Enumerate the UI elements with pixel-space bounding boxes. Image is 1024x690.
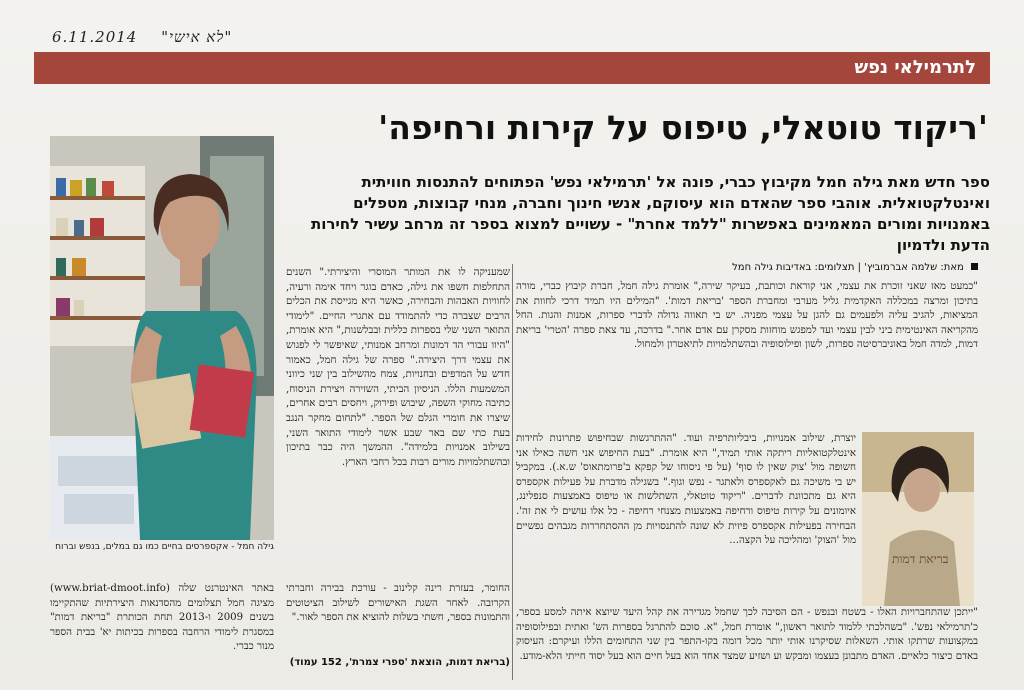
photo-caption: גילה חמל - אקספרסים בחיים כמו גם במלים, בנפש וברוח	[55, 542, 274, 552]
article-column-middle	[286, 266, 510, 580]
book-cover	[862, 432, 974, 606]
article-headline: 'ריקוד טוטאלי, טיפוס על קירות ורחיפה'	[378, 108, 988, 147]
handwritten-date: 6.11.2014	[52, 28, 138, 46]
byline	[512, 262, 978, 273]
book-credit-footnote: (בריאת דמות, הוצאת 'ספרי צמרת', 152 עמוד)	[289, 657, 510, 668]
article-paragraph: "כמעט מאז שאני זוכרת את עצמי, אני קוראת וכותבת, בעיקר שירה," אומרת גילה חמל, חברת קיבוץ כברי, מורה בתיכון ומרצה במכללה האקדמית גליל מערבי ומחברת הספר 'בריאת דמות'. "המילים היו תמיד דרכי לחוות את המציאות, להגיב עליה ולפעמים גם להגן על עצמי מפניה. יש בי תאווה גדולה לדברי ספרות, אמנות והגות. החל מהקריאה האינטימית ביני לבין עצמי ועד למפגש מוחזות מסקרן עם אדם אחר." בדרכה, עד צאת ספרה 'הטרי' בריאת דמות, למדה חמל באוניברסיטה ספרות, לשון ופילוסופיה ובהשתלמויות לתיאטרון ולמחול.	[516, 281, 978, 351]
article-subhead: ספר חדש מאת גילה חמל מקיבוץ כברי, פונה אל 'תרמילאי נפש' הפתוחים להתנסות חוויתית ואינטלקטואלית. אוהבי ספר שהאדם הוא עיסוקם, אנשי חינוך וחברה, מנחי קבוצות, מטפלים באמנויות ומורים המאמינים באפשרות "ללמד אחרת" - עשויים למצוא בספר זה מרחב עשיר לחירות הדעת ולדמיון	[310, 173, 990, 254]
section-label: לתרמילאי נפש	[854, 57, 976, 78]
article-paragraph: באתר האינטרנט שלה (www.briat-dmoot.info) מציגה חמל תצלומים מהסדנאות היצירתיות שהתקיימו בשנים 2009 ו-2013 תחת הכותרת "בריאת דמות" במסגרת לימודי הרחבה בספרות בכיתות יא' בבית הספר מנור כברי.	[50, 583, 274, 653]
article-paragraph: שמעניקה לו את המותר המוסרי והיצירתי." השנים התחלפות חשפו את גילה, כאדם בוגר ויחד אימה ורעיה, לחוויות האבהות והבחירה, כאשר היא מגייסת את הכלים הרבים שצברה כדי להתמודד עם אתגרי החיים. "לימודי התואר השני שלי בספרות כללית ובבלשנות," היא אומרת, "היוו עבורי הד דמונות ומרחב אמנותי, שאיפשר לי לפגוש את עצמי דרך היצירה." ספרה של גילה חמל, כאמור חדש על המדפים ובחנויות, צמח מהשילוב בין שני כיווני המשמעות הללו. הניסיון הביתי, השזירה ויצירת הניסוח, כתיבה מחוקי השפה, שיבוש ופירוק, ויחסים רבים אחרים, שיצרו את חומרי הגלם של הספר. "לתחום מחקר הנגב בעת כתי שם באר שבע אשר לימודי התואר השני, בשילוב אמנויות בלמידה". ההמשך היה כבר בתיכון ובהשתלמויות מורים רבות בכל רחבי הארץ.	[286, 267, 510, 468]
article-column-right	[516, 280, 978, 434]
column-divider	[512, 264, 513, 680]
book-title: בריאת דמות	[892, 552, 949, 566]
article-column-right-lower	[516, 432, 856, 608]
book-cover-illustration	[862, 432, 974, 606]
article-paragraph: "ייתכן שהתחברויות האלו - בשטח ובנפש - הם הסיבה לכך שחמל מגדירה את קהל היעד שיוצא איתה למסע בספר, כ'תרמילאי נפש'. "בשהלכתי ללמוד לתואר ראשון," אומרת חמל, "א. סוכם להתרגל בספרות הש' ואתית ובפילוסופיה במקצועות שרתקו אותי. השאלות שסיקרנו אותי יותר מכל דומה בקו-התפר בין שני התחומים הללו ועיקרם: העיסוק באדם כיצור כלאיים. האדם מתבונן בעצמו ומבקש וע ושזיע שמצד אחד הוא בעל חיים הוא בעל יסוד חייתי הלא-מודע.	[516, 607, 978, 662]
article-paragraph: החומר, בעזרת רינה קלינוב - עורכת בבירה וחברתי הקרובה. לאחר השגת האישורים לשילוב הציטוטים והתמונות בספר, חשתי בשלות להוציא את הספר לאור."	[286, 583, 510, 624]
handwritten-note	[52, 28, 250, 47]
article-paragraph: יוצרת, שילוב אמנויות, ביבליותרפיה ועוד. "ההתרגשות שבחיפוש פתרונות לחידות אינטלקטואליות ריתקה אותי תמיד," היא אומרת. "בעת החיפוש אני חשה כאילו אני חשופה מול 'צוק שאין לו סוף' (על פי ניסוחו של קפקא ב'פרומתאוס' ש.א.). במקביל יש בי משיכה גם לאקספרס ולאתגר - נפש וגוף." בשגילה מדברת על פעילות אקספרס היא גם מתכוונת לדברים. "ריקוד טוטאלי, השתלשות או טיפוס באמצעות סנפלינג, איומונים על קירות טיפוס ורחיפה באמצעות מצנחי רחיפה - כל אלו עושים לי את זה'. הבחירה בפעילות אקספרס פיזית לא שונה להתנסויות מן ההסתחררות מגבהים נפשיים מול 'הצוק' ומהליכה על הקצה...	[516, 433, 856, 547]
handwritten-publication: "לא אישי"	[161, 28, 233, 46]
article-column-left-bottom	[50, 582, 274, 678]
author-photo-illustration	[50, 136, 274, 540]
article-column-bottom	[516, 606, 978, 686]
byline-marker	[971, 263, 978, 270]
byline-text: מאת: שלמה אברמוביץ' | תצלומים: באדיבות גילה חמל	[732, 262, 964, 273]
author-photo	[50, 136, 274, 540]
section-banner	[34, 52, 990, 84]
